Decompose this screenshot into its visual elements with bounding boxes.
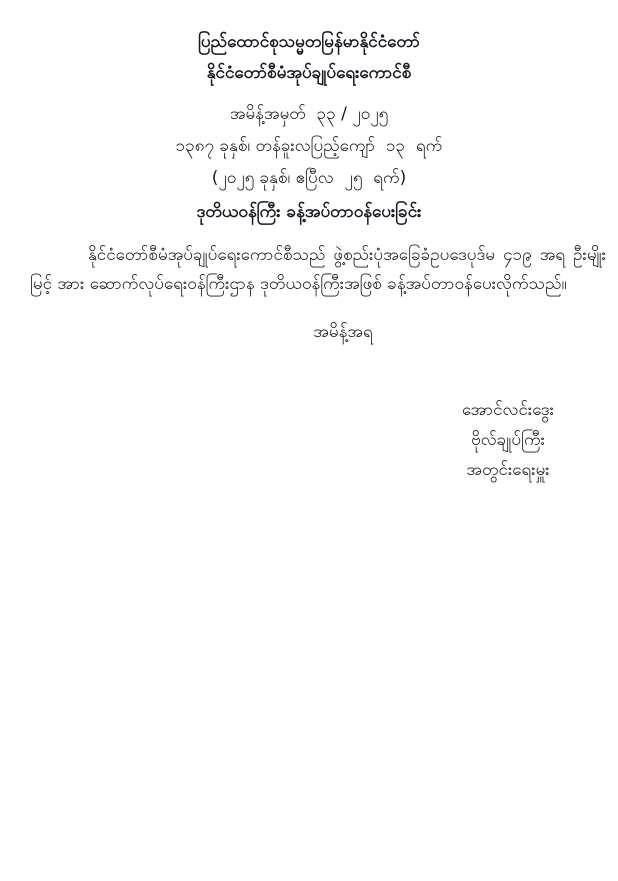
council-title: နိုင်ငံတော်စီမံအုပ်ချုပ်ရေးကောင်စီ [206, 63, 412, 83]
gregorian-date-line: (၂၀၂၅ ခုနှစ်၊ ဧပြီလ ၂၅ ရက်) [211, 168, 407, 188]
state-title: ပြည်ထောင်စုသမ္မတမြန်မာနိုင်ငံတော် [198, 32, 420, 52]
signature-block [0, 395, 618, 485]
signature-lines [462, 395, 554, 485]
order-body-paragraph: နိုင်ငံတော်စီမံအုပ်ချုပ်ရေးကောင်စီသည် ဖွဲ့စည်းပုံအခြေခံဥပဒေပုဒ်မ ၄၁၉ အရ ဦးမျိုးမြင့် အား ဆောက်လုပ်ရေးဝန်ကြီးဌာန ဒုတိယဝန်ကြီးအဖြစ် ခန့်အပ်တာဝန်ပေးလိုက်သည်။ [30, 245, 606, 294]
signatory-name: အောင်လင်းဒွေး [461, 400, 554, 420]
subject-heading: ဒုတိယဝန်ကြီး ခန့်အပ်တာဝန်ပေးခြင်း [196, 202, 422, 222]
signatory-rank: ဗိုလ်ချုပ်ကြီး [471, 430, 545, 450]
by-order-label: အမိန့်အရ [313, 322, 373, 342]
signatory-position: အတွင်းရေးမှူး [466, 460, 550, 480]
myanmar-calendar-date-line: ၁၃၈၇ ခုနှစ်၊ တန်ခူးလပြည့်ကျော် ၁၃ ရက် [175, 136, 443, 156]
order-number-line: အမိန့်အမှတ် ၃၃ / ၂၀၂၅ [229, 104, 389, 124]
